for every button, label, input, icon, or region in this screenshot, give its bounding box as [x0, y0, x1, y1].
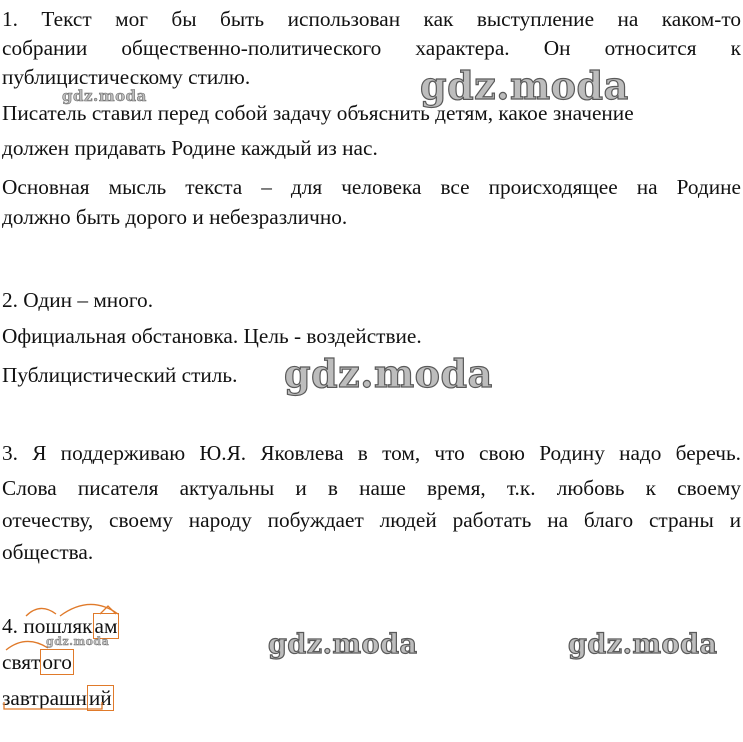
watermark-gdz-6: gdz.moda — [46, 635, 110, 648]
section1-line1: 1. Текст мог бы быть использован как выступление на каком-то — [2, 7, 741, 31]
section1-line4: Писатель ставил перед собой задачу объяснить детям, какое значение — [2, 101, 634, 125]
section1-line6: Основная мысль текста – для человека все происходящее на Родине — [2, 175, 741, 199]
section1-line2: собрании общественно-политического характера. Он относится к — [2, 36, 741, 60]
word1-ending-box: ам — [94, 614, 118, 638]
watermark-gdz-4: gdz.moda — [268, 629, 418, 660]
section2-line3: Публицистический стиль. — [2, 363, 238, 387]
watermark-gdz-1: gdz.moda — [420, 63, 629, 108]
word3-stem: завтрашн — [2, 686, 87, 710]
section4-number: 4. — [2, 614, 18, 638]
word1-root: пошлякам — [23, 614, 118, 638]
section3-line4: общества. — [2, 540, 94, 564]
watermark-gdz-5: gdz.moda — [568, 629, 718, 660]
section1-line3: публицистическому стилю. — [2, 65, 251, 89]
word2-stem: свят — [2, 650, 41, 674]
section2-line2: Официальная обстановка. Цель - воздействие. — [2, 324, 422, 348]
section3-line3: отечеству, своему народу побуждает людей работать на благо страны и — [2, 508, 741, 532]
root-arc-marks — [20, 596, 140, 620]
section3-line1: 3. Я поддерживаю Ю.Я. Яковлева в том, что свою Родину надо беречь. — [2, 441, 741, 465]
watermark-gdz-3: gdz.moda — [284, 351, 493, 396]
stem-underline-word3 — [2, 700, 132, 712]
watermark-gdz-2: gdz.moda — [62, 87, 147, 105]
section1-line7: должно быть дорого и небезразлично. — [2, 205, 348, 229]
word2-ending-box: ого — [42, 650, 72, 674]
section2-line1: 2. Один – много. — [2, 288, 154, 312]
word3-ending-box: ий — [88, 686, 112, 710]
section1-line5: должен придавать Родине каждый из нас. — [2, 136, 378, 160]
section3-line2: Слова писателя актуальны и в наше время, т.к. любовь к своему — [2, 476, 741, 500]
